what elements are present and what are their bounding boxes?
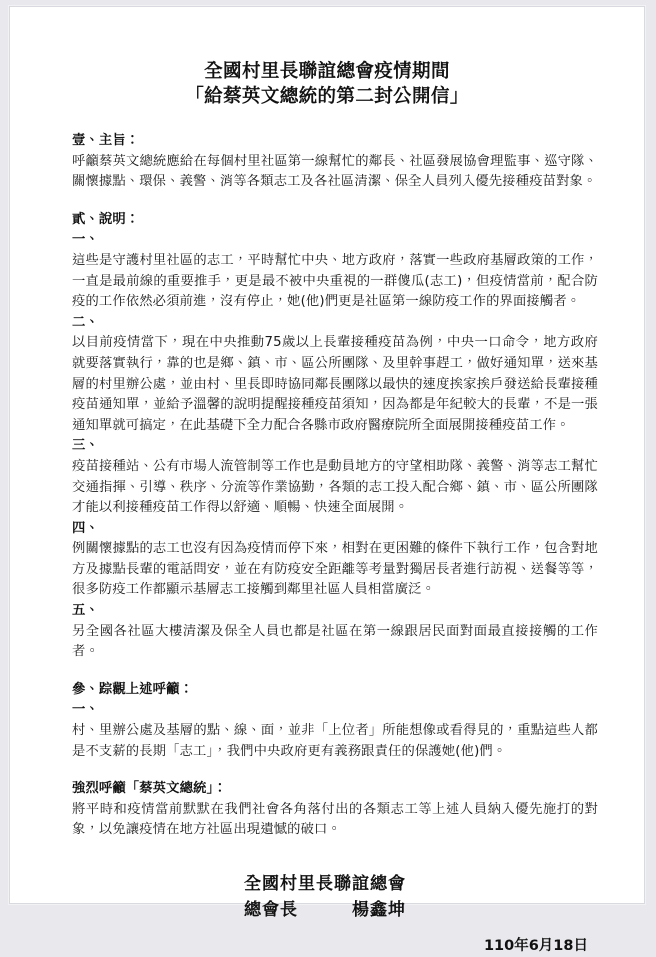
signature-date: 110年6月18日 bbox=[483, 938, 588, 954]
document-title bbox=[10, 7, 644, 109]
item-number-5: 五、 bbox=[72, 603, 99, 619]
section-spacer bbox=[72, 193, 598, 210]
item-number-3: 三、 bbox=[72, 438, 99, 454]
section-spacer bbox=[72, 762, 598, 779]
document-title-line-2: 「給蔡英文總統的第二封公開信」 bbox=[185, 86, 469, 107]
signature-name: 楊鑫坤 bbox=[352, 900, 406, 920]
section-spacer bbox=[72, 663, 598, 680]
section-explanation-heading: 貳、說明： bbox=[72, 211, 140, 227]
signature-block bbox=[10, 841, 644, 957]
section-purpose bbox=[72, 131, 598, 193]
item-number-2: 二、 bbox=[72, 314, 99, 330]
item-paragraph-2: 以目前疫情當下，現在中央推動75歲以上長輩接種疫苗為例，中央一口命令，地方政府就要落實執行，靠的也是鄉、鎮、市、區公所團隊、及里幹事趕工，做好通知單，送來基層的村里辦公處，並由村、里長即時協同鄰長團隊以最快的速度挨家挨戶發送給長輩接種疫苗通知單，並給予溫馨的說明提醒接種疫苗須知，因為都是年紀較大的長輩，不是一張通知單就可搞定，在此基礎下全力配合各縣市政府醫療院所全面展開接種疫苗工作。 bbox=[72, 335, 598, 433]
item-paragraph-3: 疫苗接種站、公有市場人流管制等工作也是動員地方的守望相助隊、義警、消等志工幫忙交通指揮、引導、秩序、分流等作業協勤，各類的志工投入配合鄉、鎮、市、區公所團隊才能以利接種疫苗工作得以舒適、順暢、快速全面展開。 bbox=[72, 458, 598, 516]
item-paragraph-4: 例關懷據點的志工也沒有因為疫情而停下來，相對在更困難的條件下執行工作，包含對地方及據點長輩的電話問安，並在有防疫安全距離等考量對獨居長者進行訪視、送餐等等，很多防疫工作都顯示基層志工接觸到鄰里社區人員相當廣泛。 bbox=[72, 541, 598, 598]
signature-role-and-name bbox=[72, 897, 598, 923]
item-number-1: 一、 bbox=[72, 232, 99, 248]
item-paragraph-1: 這些是守護村里社區的志工，平時幫忙中央、地方政府，落實一些政府基層政策的工作，一直是最前線的重要推手，更是最不被中央重視的一群傻瓜(志工)，但疫情當前，配合防疫的工作依然必須前進，沒有停止，她(他)們更是社區第一線防疫工作的界面接觸者。 bbox=[72, 252, 598, 310]
section-explanation bbox=[72, 210, 598, 663]
document-title-line-1: 全國村里長聯誼總會疫情期間 bbox=[204, 61, 450, 82]
section-appeal bbox=[72, 779, 598, 841]
appeal-heading: 強烈呼籲「蔡英文總統」： bbox=[72, 781, 227, 797]
signature-organization: 全國村里長聯誼總會 bbox=[244, 874, 406, 894]
overview-item-number-1: 一、 bbox=[72, 702, 99, 718]
document-body bbox=[10, 109, 644, 841]
section-overview bbox=[72, 680, 598, 762]
item-number-4: 四、 bbox=[72, 520, 99, 536]
signature-role: 總會長 bbox=[244, 900, 298, 920]
overview-item-paragraph-1: 村、里辦公處及基層的點、線、面，並非「上位者」所能想像或看得見的，重點這些人都是不支薪的長期「志工」，我們中央政府更有義務跟責任的保護她(他)們。 bbox=[72, 723, 598, 759]
section-purpose-paragraph: 呼籲蔡英文總統應給在每個村里社區第一線幫忙的鄰長、社區發展協會理監事、巡守隊、關懷據點、環保、義警、消等各類志工及各社區清潔、保全人員列入優先接種疫苗對象。 bbox=[72, 153, 598, 190]
item-paragraph-5: 另全國各社區大樓清潔及保全人員也都是社區在第一線跟居民面對面最直接接觸的工作者。 bbox=[72, 623, 598, 660]
section-overview-heading: 參、踪觀上述呼籲： bbox=[72, 681, 194, 697]
document-page bbox=[9, 6, 645, 954]
section-purpose-heading: 壹、主旨： bbox=[72, 133, 140, 148]
appeal-paragraph: 將平時和疫情當前默默在我們社會各角落付出的各類志工等上述人員納入優先施打的對象，以免讓疫情在地方社區出現遺憾的破口。 bbox=[72, 801, 598, 838]
signature-spacer bbox=[298, 900, 352, 920]
